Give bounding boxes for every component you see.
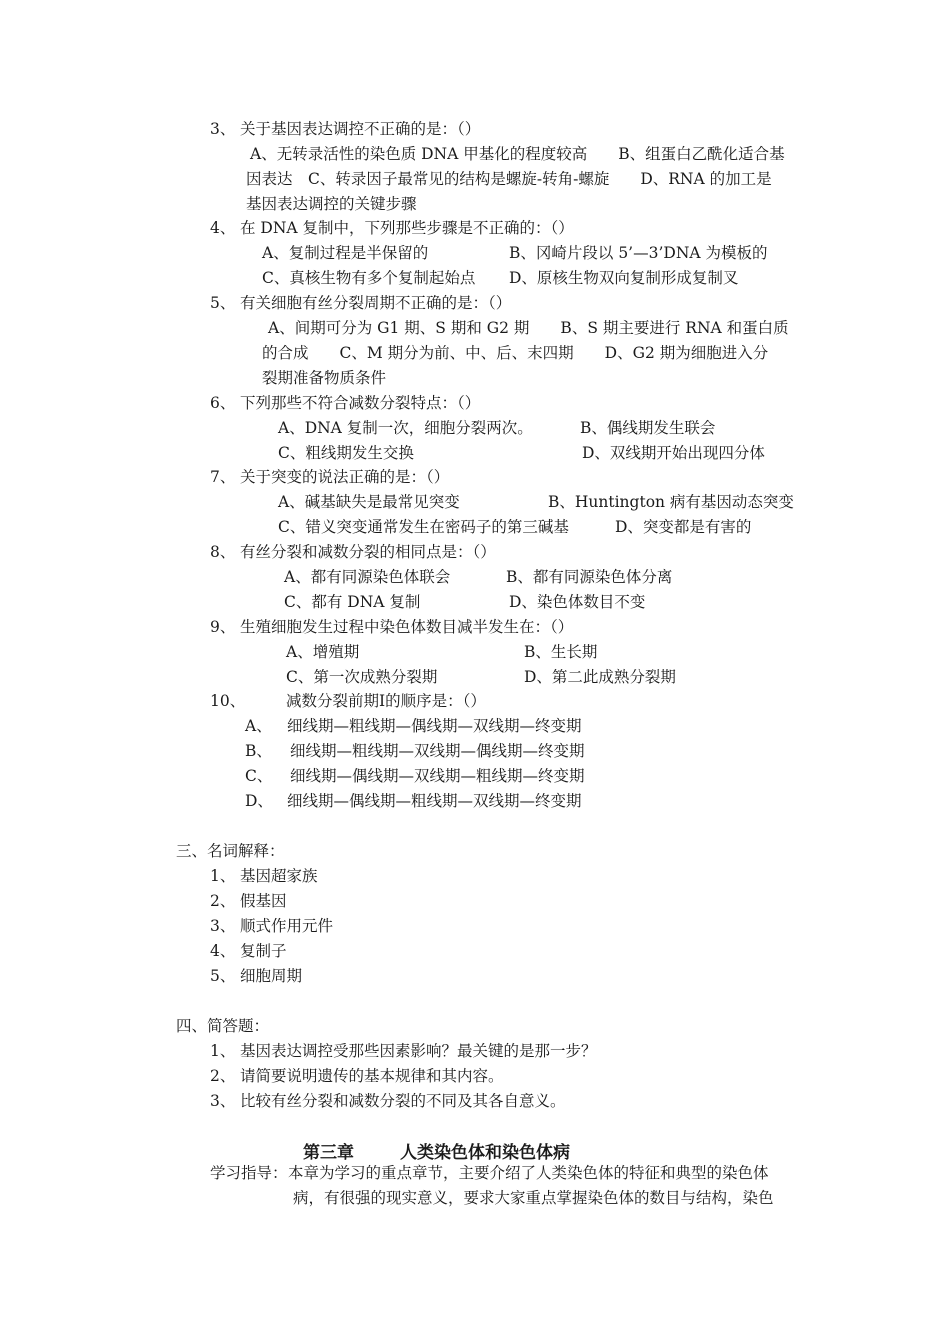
options-line: A、无转录活性的染色质 DNA 甲基化的程度较高 B、组蛋白乙酰化适合基 — [250, 145, 785, 163]
item-number: 2、 — [210, 892, 236, 910]
item-number: 1、 — [210, 1042, 236, 1060]
option-b: B、偶线期发生联会 — [580, 419, 716, 437]
option-b: B、生长期 — [524, 643, 598, 661]
option-label: C、 — [245, 767, 273, 785]
chapter-title: 人类染色体和染色体病 — [400, 1143, 570, 1163]
guide-text: 病，有很强的现实意义，要求大家重点掌握染色体的数目与结构，染色 — [293, 1189, 774, 1207]
question-number: 7、 — [210, 468, 236, 486]
options-line: 的合成 C、M 期分为前、中、后、末四期 D、G2 期为细胞进入分 — [262, 344, 769, 362]
options-line: 基因表达调控的关键步骤 — [246, 195, 417, 213]
guide-label: 学习指导： — [210, 1164, 288, 1182]
item-text: 请简要说明遗传的基本规律和其内容。 — [240, 1067, 504, 1085]
option-a: A、都有同源染色体联会 — [284, 568, 451, 586]
question-stem: 减数分裂前期Ⅰ的顺序是：（） — [286, 692, 486, 710]
item-text: 细胞周期 — [240, 967, 303, 985]
option-b: B、冈崎片段以 5’—3’DNA 为模板的 — [509, 244, 768, 262]
item-number: 3、 — [210, 917, 236, 935]
question-number: 3、 — [210, 120, 236, 138]
item-number: 2、 — [210, 1067, 236, 1085]
option-a: A、复制过程是半保留的 — [262, 244, 429, 262]
question-stem: 生殖细胞发生过程中染色体数目减半发生在：（） — [240, 618, 574, 636]
question-number: 5、 — [210, 294, 236, 312]
option-label: A、 — [245, 717, 272, 735]
item-text: 基因超家族 — [240, 867, 318, 885]
option-a: A、增殖期 — [286, 643, 360, 661]
option-text: 细线期—偶线期—粗线期—双线期—终变期 — [287, 792, 582, 810]
question-stem: 在 DNA 复制中，下列那些步骤是不正确的：（） — [240, 219, 574, 237]
option-d: D、染色体数目不变 — [509, 593, 646, 611]
option-label: D、 — [245, 792, 273, 810]
section-heading: 四、简答题： — [176, 1017, 270, 1035]
option-c: C、第一次成熟分裂期 — [286, 668, 438, 686]
chapter-number: 第三章 — [303, 1143, 354, 1163]
item-number: 3、 — [210, 1092, 236, 1110]
option-c: C、粗线期发生交换 — [278, 444, 414, 462]
option-d: D、第二此成熟分裂期 — [524, 668, 676, 686]
option-d: D、原核生物双向复制形成复制叉 — [509, 269, 739, 287]
option-c: C、错义突变通常发生在密码子的第三碱基 — [278, 518, 569, 536]
option-label: B、 — [245, 742, 272, 760]
item-number: 1、 — [210, 867, 236, 885]
option-text: 细线期—偶线期—双线期—粗线期—终变期 — [290, 767, 585, 785]
options-line: 因表达 C、转录因子最常见的结构是螺旋-转角-螺旋 D、RNA 的加工是 — [246, 170, 772, 188]
options-line: A、间期可分为 G1 期、S 期和 G2 期 B、S 期主要进行 RNA 和蛋白质 — [268, 319, 789, 337]
question-number: 6、 — [210, 394, 236, 412]
item-text: 基因表达调控受那些因素影响？最关键的是那一步？ — [240, 1042, 597, 1060]
question-number: 4、 — [210, 219, 236, 237]
question-stem: 下列那些不符合减数分裂特点：（） — [240, 394, 481, 412]
option-a: A、DNA 复制一次，细胞分裂两次。 — [278, 419, 533, 437]
item-text: 假基因 — [240, 892, 287, 910]
option-text: 细线期—粗线期—偶线期—双线期—终变期 — [287, 717, 582, 735]
option-b: B、Huntington 病有基因动态突变 — [548, 493, 794, 511]
question-stem: 关于突变的说法正确的是：（） — [240, 468, 450, 486]
question-number: 9、 — [210, 618, 236, 636]
guide-text: 本章为学习的重点章节，主要介绍了人类染色体的特征和典型的染色体 — [288, 1164, 769, 1182]
option-b: B、都有同源染色体分离 — [506, 568, 673, 586]
item-text: 比较有丝分裂和减数分裂的不同及其各自意义。 — [240, 1092, 566, 1110]
item-text: 顺式作用元件 — [240, 917, 334, 935]
option-d: D、突变都是有害的 — [615, 518, 752, 536]
item-number: 5、 — [210, 967, 236, 985]
option-a: A、碱基缺失是最常见突变 — [278, 493, 460, 511]
option-text: 细线期—粗线期—双线期—偶线期—终变期 — [290, 742, 585, 760]
section-heading: 三、名词解释： — [176, 842, 285, 860]
item-text: 复制子 — [240, 942, 287, 960]
question-stem: 关于基因表达调控不正确的是：（） — [240, 120, 481, 138]
question-stem: 有关细胞有丝分裂周期不正确的是：（） — [240, 294, 512, 312]
question-number: 8、 — [210, 543, 236, 561]
option-d: D、双线期开始出现四分体 — [582, 444, 765, 462]
item-number: 4、 — [210, 942, 236, 960]
option-c: C、都有 DNA 复制 — [284, 593, 421, 611]
question-number: 10、 — [210, 692, 246, 710]
question-stem: 有丝分裂和减数分裂的相同点是：（） — [240, 543, 496, 561]
option-c: C、真核生物有多个复制起始点 — [262, 269, 476, 287]
options-line: 裂期准备物质条件 — [262, 369, 387, 387]
